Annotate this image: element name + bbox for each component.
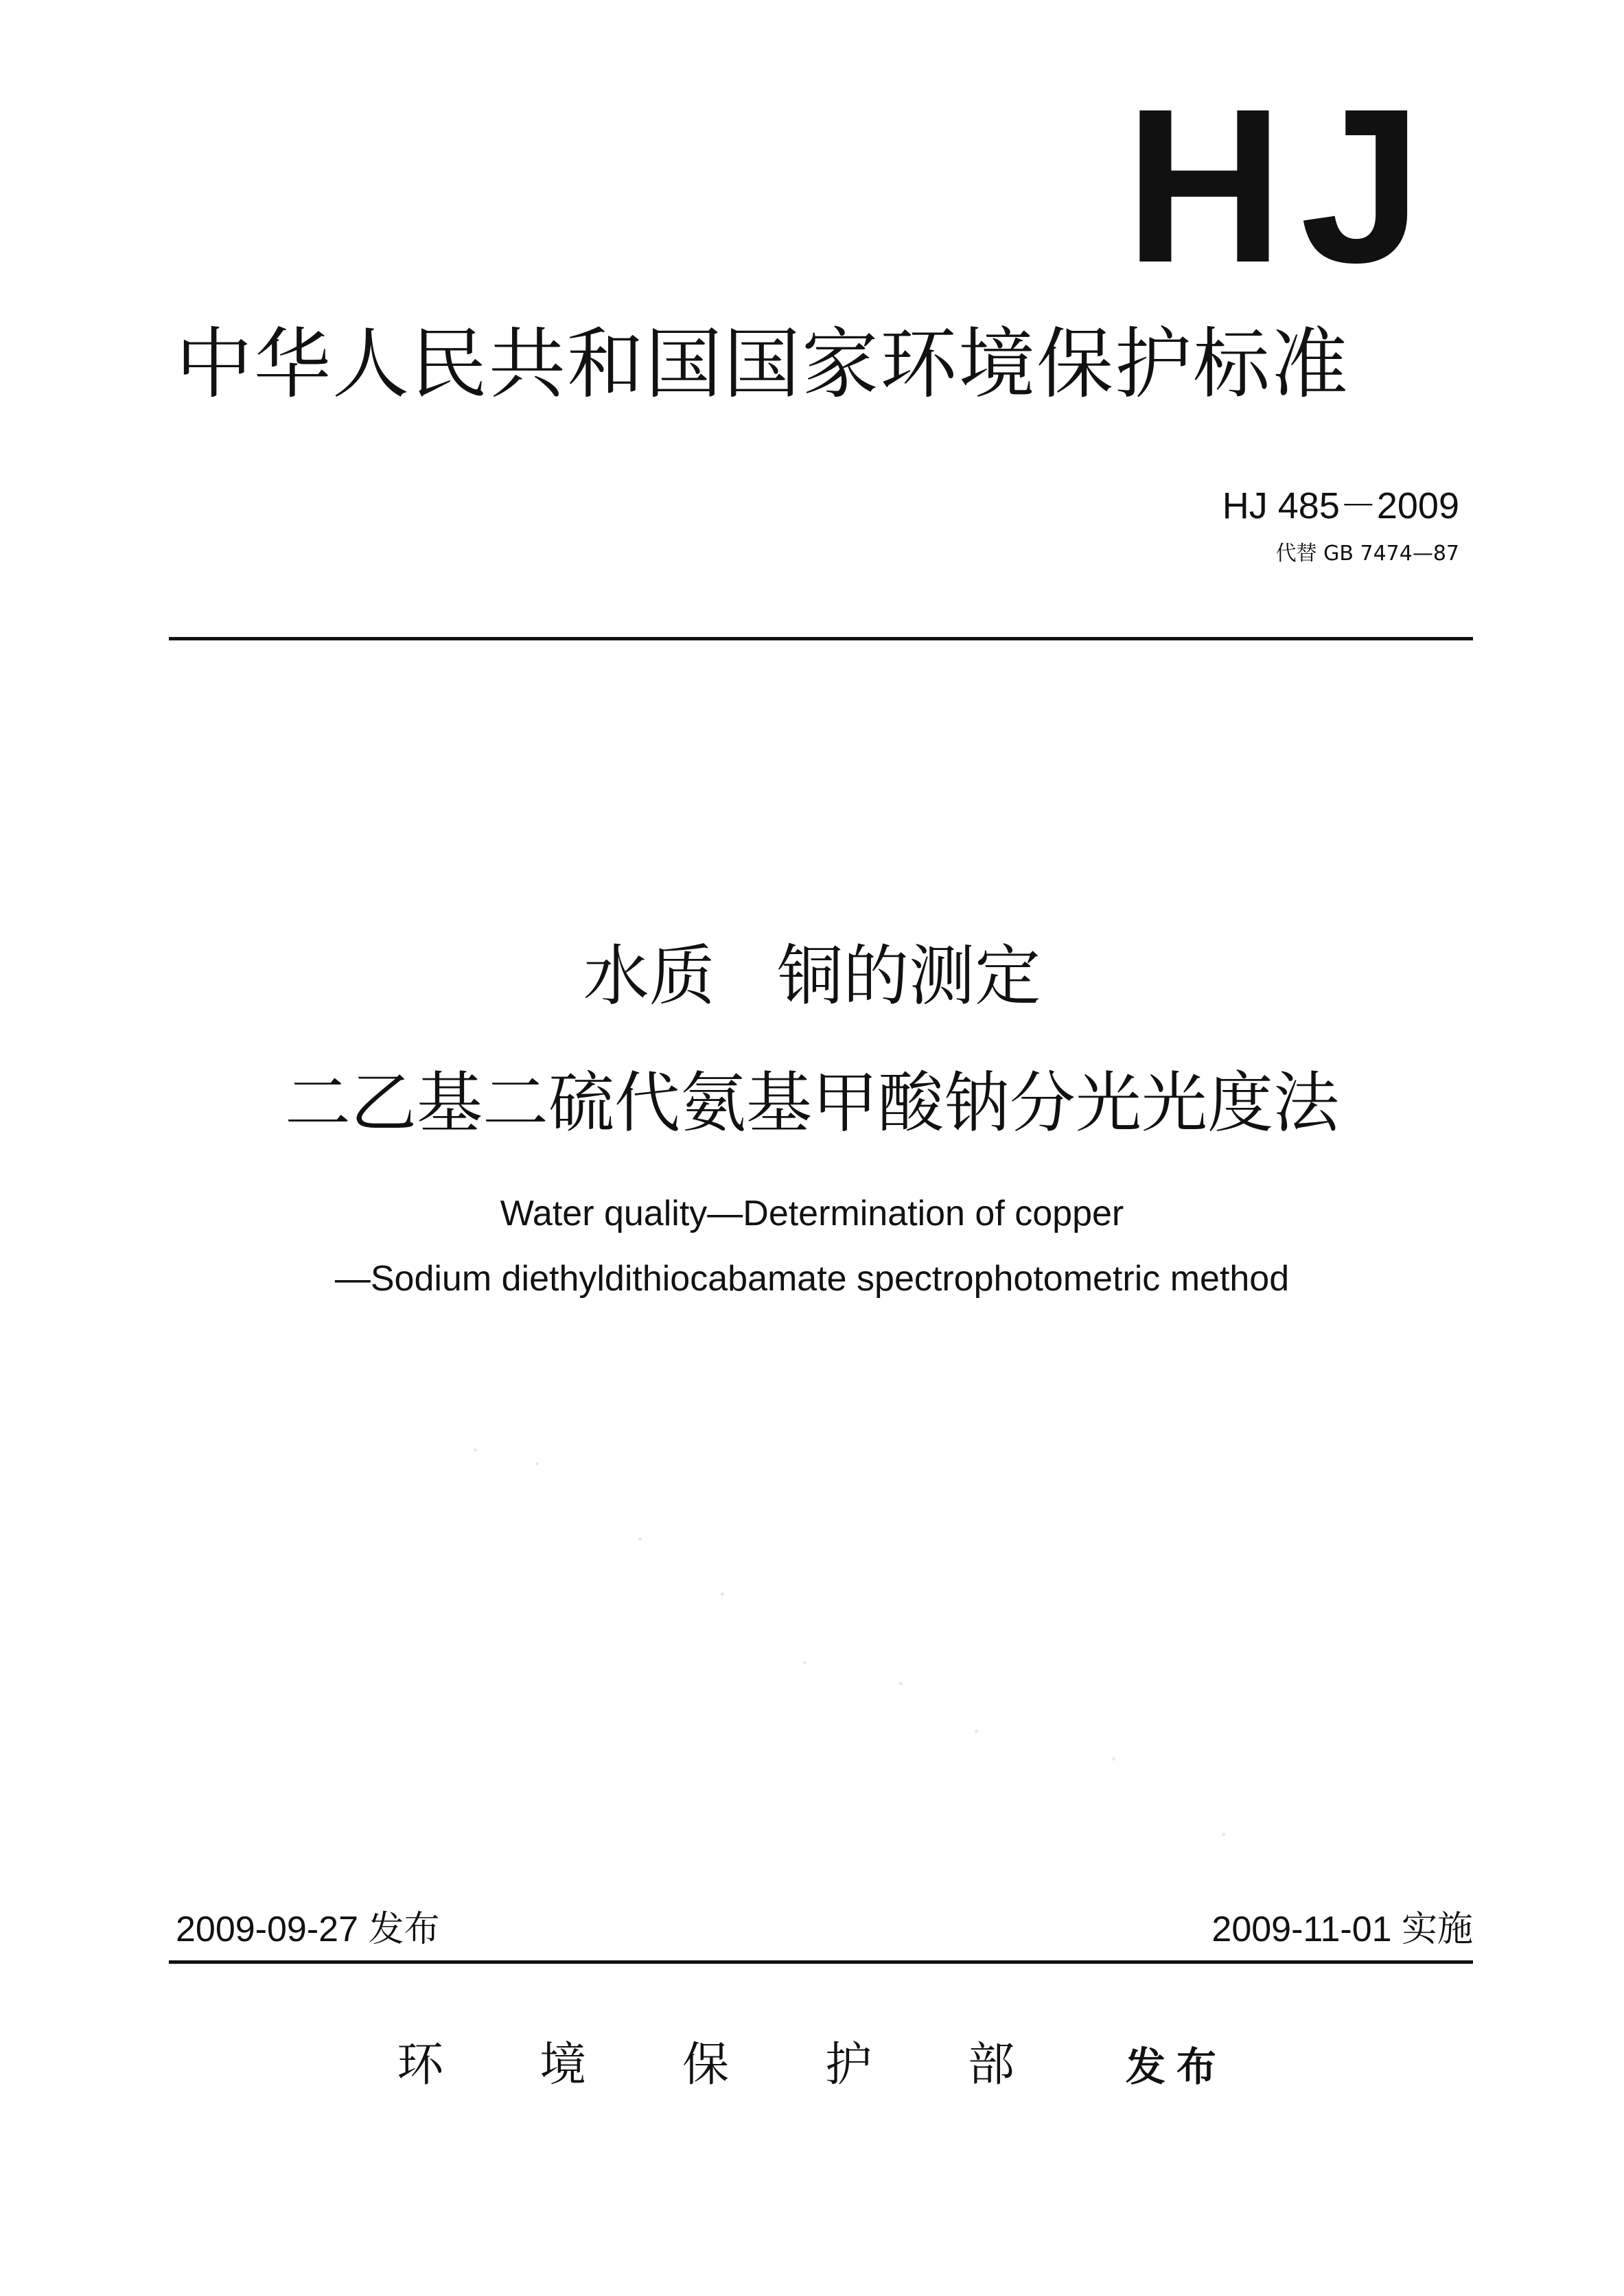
scan-speck <box>1222 1833 1225 1836</box>
title-cn-line2: 二乙基二硫代氨基甲酸钠分光光度法 <box>285 1065 1339 1141</box>
issue-date: 2009-09-27 发布 <box>176 1910 440 1949</box>
scan-speck <box>803 1661 807 1665</box>
title-en-line1: Water quality—Determination of copper <box>500 1194 1124 1233</box>
issuer-name: 环境保护部 <box>397 2038 1111 2092</box>
scan-speck <box>721 1592 724 1596</box>
issuer-action: 发布 <box>1125 2043 1227 2090</box>
scan-speck <box>975 1730 978 1733</box>
standard-code: HJ 485－2009 <box>1222 485 1459 526</box>
top-divider <box>169 637 1473 640</box>
org-title: 中华人民共和国国家环境保护标准 <box>176 320 1349 409</box>
effective-date: 2009-11-01 实施 <box>1211 1910 1473 1949</box>
replaces-standard: 代替 GB 7474—87 <box>1275 542 1459 566</box>
scan-speck <box>638 1538 642 1541</box>
title-cn-line1: 水质 铜的测定 <box>583 938 1041 1014</box>
scan-speck <box>535 1462 539 1465</box>
hj-logo: HJ <box>1124 62 1439 308</box>
scan-speck <box>899 1682 903 1685</box>
issuer-line <box>0 2038 1624 2092</box>
bottom-divider <box>169 1960 1473 1964</box>
scan-speck <box>474 1448 477 1452</box>
scan-speck <box>1112 1757 1115 1761</box>
title-en-line2: —Sodium diethyldithiocabamate spectrophotometric method <box>334 1259 1290 1299</box>
